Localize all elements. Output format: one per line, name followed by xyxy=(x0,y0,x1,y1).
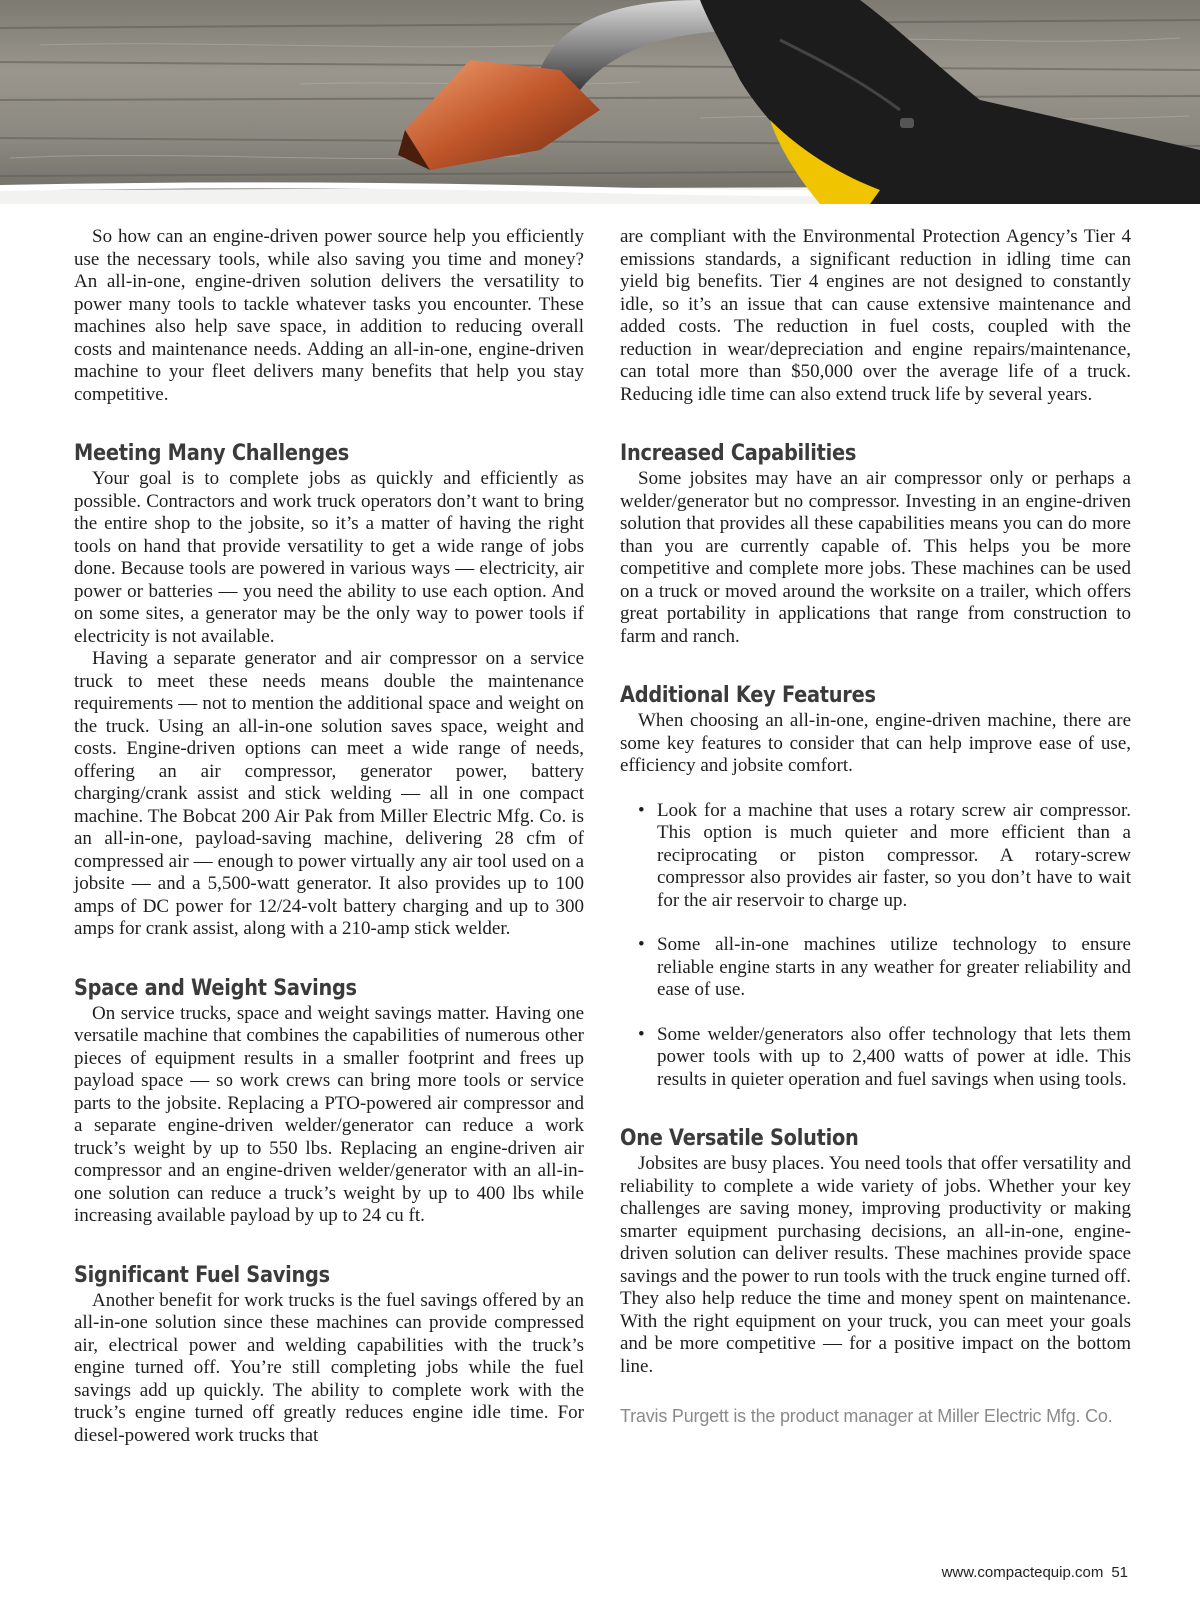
bullet-icon: • xyxy=(638,1023,645,1045)
list-item xyxy=(620,800,1131,913)
capabilities-paragraph: Some jobsites may have an air compressor only or perhaps a welder/generator but no compressor. Investing in an engine-driven solution that provides all these capabilities means you can do more than you are currently capable of. This helps you be more competitive and complete more jobs. These machines can be used on a truck or moved around the worksite on a trailer, which offers great portability in applications that range from construction to farm and ranch. xyxy=(620,468,1131,647)
features-bullet-list xyxy=(620,800,1131,1092)
heading-one-versatile-solution: One Versatile Solution xyxy=(620,1126,859,1151)
meeting-paragraph-2: Having a separate generator and air compressor on a service truck to meet these needs means double the maintenance requirements — not to mention the additional space and weight on the truck. Using an all-in-one solution saves space, weight and costs. Engine-driven options can meet a wide range of needs, offering an air compressor, generator power, battery charging/crank assist and stick welding — all in one compact machine. The Bobcat 200 Air Pak from Miller Electric Mfg. Co. is an all-in-one, payload-saving machine, delivering 28 cfm of compressed air — enough to power virtually any air tool used on a jobsite — and a 5,500-watt generator. It also provides up to 100 amps of DC power for 12/24-volt battery charging and up to 300 amps for crank assist, along with a 210-amp stick welder. xyxy=(74,648,584,939)
spacer xyxy=(74,941,584,963)
footer-url: www.compactequip.com xyxy=(941,1564,1104,1581)
left-column xyxy=(74,226,584,1447)
heading-meeting-many-challenges: Meeting Many Challenges xyxy=(74,441,349,466)
welding-torch-photo xyxy=(0,0,1200,204)
solution-paragraph: Jobsites are busy places. You need tools that offer versatility and reliability to complete a wide variety of jobs. Whether your key challenges are saving money, improving productivity or making smarter equipment purchasing decisions, an all-in-one, engine-driven solution can deliver results. These machines provide space savings and the power to run tools with the truck engine turned off. They also help reduce the time and money spent on maintenance. With the right equipment on your truck, you can meet your goals and be more competitive — for a positive impact on the bottom line. xyxy=(620,1153,1131,1377)
hero-image xyxy=(0,0,1200,204)
heading-additional-key-features: Additional Key Features xyxy=(620,683,876,708)
spacer xyxy=(620,648,1131,670)
spacer xyxy=(74,406,584,428)
page-footer xyxy=(942,1564,1128,1581)
bullet-text: Some welder/generators also offer technology that lets them power tools with up to 2,400 watts of power at idle. This results in quieter operation and fuel savings when using tools. xyxy=(657,1023,1131,1090)
intro-paragraph: So how can an engine-driven power source help you efficiently use the necessary tools, while also saving you time and money? An all-in-one, engine-driven solution delivers the versatility to power many tools to tackle whatever tasks you encounter. These machines also help save space, in addition to reducing overall costs and maintenance needs. Adding an all-in-one, engine-driven machine to your fleet delivers many benefits that help you stay competitive. xyxy=(74,226,584,405)
heading-space-and-weight-savings: Space and Weight Savings xyxy=(74,975,357,1001)
list-item xyxy=(620,934,1131,1002)
page-number: 51 xyxy=(1111,1564,1128,1581)
heading-increased-capabilities: Increased Capabilities xyxy=(620,441,857,466)
bullet-icon: • xyxy=(638,934,645,955)
right-column xyxy=(620,226,1131,1427)
bullet-text: Look for a machine that uses a rotary screw air compressor. This option is much quieter and more efficient than a reciprocating or piston compressor. A rotary-screw compressor also provides air faster, so you don’t have to wait for the air reservoir to charge up. xyxy=(657,799,1131,911)
list-item xyxy=(620,1024,1131,1092)
space-paragraph: On service trucks, space and weight savings matter. Having one versatile machine that combines the capabilities of numerous other pieces of equipment results in a smaller footprint and frees up payload space — so work crews can bring more tools or service parts to the jobsite. Replacing a PTO-powered air compressor and a separate engine-driven welder/generator can reduce a work truck’s weight by up to 550 lbs. Replacing an engine-driven air compressor and an engine-driven welder/generator with an all-in-one solution can reduce a truck’s weight by up to 400 lbs while increasing available payload by up to 24 cu ft. xyxy=(74,1002,584,1226)
author-byline: Travis Purgett is the product manager at Miller Electric Mfg. Co. xyxy=(620,1406,1113,1426)
spacer xyxy=(620,406,1131,428)
fuel-continued-paragraph: are compliant with the Environmental Protection Agency’s Tier 4 emissions standards, a significant reduction in idling time can yield big benefits. Tier 4 engines are not designed to constantly idle, so it’s an issue that can cause extensive maintenance and added costs. The reduction in fuel costs, coupled with the reduction in wear/depreciation and engine repairs/maintenance, can total more than $50,000 over the average life of a truck. Reducing idle time can also extend truck life by several years. xyxy=(620,226,1131,405)
meeting-paragraph-1: Your goal is to complete jobs as quickly and efficiently as possible. Contractors and work truck operators don’t want to bring the entire shop to the jobsite, so it’s a matter of having the right tools on hand that provide versatility to get a wide range of jobs done. Because tools are powered in various ways — electricity, air power or batteries — you need the ability to use each option. And on some sites, a generator may be the only way to power tools if electricity is not available. xyxy=(74,468,584,647)
bullet-icon: • xyxy=(638,799,645,821)
spacer xyxy=(74,1228,584,1250)
features-paragraph: When choosing an all-in-one, engine-driven machine, there are some key features to consider that can help improve ease of use, efficiency and jobsite comfort. xyxy=(620,710,1131,776)
fuel-paragraph: Another benefit for work trucks is the fuel savings offered by an all-in-one solution since these machines can provide compressed air, electrical power and welding capabilities with the truck’s engine turned off. You’re still completing jobs while the fuel savings add up quickly. The ability to complete work with the truck’s engine turned off greatly reduces engine idle time. For diesel-powered work trucks that xyxy=(74,1289,584,1446)
bullet-text: Some all-in-one machines utilize technology to ensure reliable engine starts in any weather for greater reliability and ease of use. xyxy=(657,934,1131,1000)
heading-significant-fuel-savings: Significant Fuel Savings xyxy=(74,1262,330,1288)
